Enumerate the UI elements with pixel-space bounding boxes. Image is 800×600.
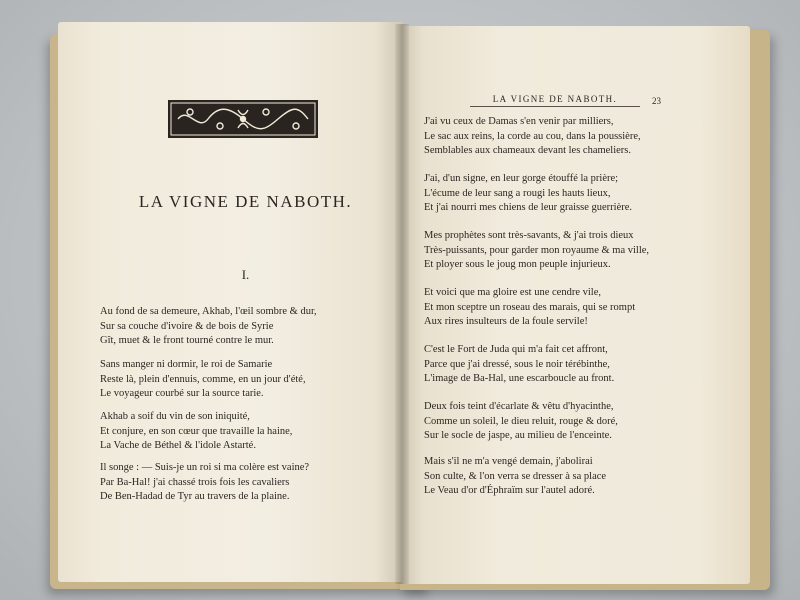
left-page bbox=[58, 22, 403, 582]
verse-line: Sans manger ni dormir, le roi de Samarie bbox=[100, 359, 273, 370]
stanza bbox=[424, 400, 618, 444]
stanza bbox=[424, 455, 606, 499]
verse-line: Son culte, & l'on verra se dresser à sa place bbox=[424, 470, 607, 482]
verse-line: Et mon sceptre un roseau des marais, qui se rompt bbox=[424, 301, 636, 313]
stanza bbox=[100, 358, 306, 402]
stanza bbox=[424, 343, 614, 387]
verse-line: Au fond de sa demeure, Akhab, l'œil sombre & dur, bbox=[100, 306, 317, 317]
verse-line: Le sac aux reins, la corde au cou, dans la poussière, bbox=[424, 130, 641, 142]
verse-line: Le voyageur courbé sur la source tarie. bbox=[100, 388, 264, 399]
ornament-headpiece bbox=[168, 100, 318, 138]
verse-line: Très-puissants, pour garder mon royaume & ma ville, bbox=[424, 244, 650, 256]
verse-line: Akhab a soif du vin de son iniquité, bbox=[100, 411, 250, 422]
verse-line: Gît, muet & le front tourné contre le mur. bbox=[100, 335, 274, 346]
stanza bbox=[424, 229, 649, 273]
verse-line: Sur sa couche d'ivoire & de bois de Syrie bbox=[100, 320, 274, 332]
section-number: I. bbox=[241, 267, 250, 282]
stanza bbox=[100, 461, 309, 505]
verse-line: Le Veau d'or d'Éphraïm sur l'autel adoré. bbox=[424, 485, 595, 496]
running-head: LA VIGNE DE NABOTH. bbox=[470, 94, 640, 107]
verse-line: Il songe : — Suis-je un roi si ma colère est vaine? bbox=[100, 462, 310, 473]
verse-line: Aux rires insulteurs de la foule servile! bbox=[424, 316, 588, 327]
verse-line: Parce que j'ai dressé, sous le noir térébinthe, bbox=[424, 358, 610, 370]
verse-line: Sur le socle de jaspe, au milieu de l'enceinte. bbox=[424, 430, 612, 441]
verse-line: La Vache de Béthel & l'idole Astarté. bbox=[100, 440, 256, 451]
verse-line: Mes prophètes sont très-savants, & j'ai trois dieux bbox=[424, 230, 634, 241]
verse-line: C'est le Fort de Juda qui m'a fait cet affront, bbox=[424, 344, 608, 355]
verse-line: Et ployer sous le joug mon peuple injurieux. bbox=[424, 259, 611, 270]
verse-line: De Ben-Hadad de Tyr au travers de la plaine. bbox=[100, 491, 290, 502]
verse-line: L'image de Ba-Hal, une escarboucle au front. bbox=[424, 373, 615, 384]
verse-line: Et j'ai nourri mes chiens de leur graisse guerrière. bbox=[424, 202, 633, 213]
verse-line: Deux fois teint d'écarlate & vêtu d'hyacinthe, bbox=[424, 401, 614, 412]
stanza bbox=[100, 410, 292, 454]
stanza bbox=[424, 172, 632, 216]
verse-line: J'ai vu ceux de Damas s'en venir par milliers, bbox=[424, 116, 614, 127]
stanza bbox=[424, 115, 641, 159]
verse-line: J'ai, d'un signe, en leur gorge étouffé la prière; bbox=[424, 173, 619, 184]
verse-line: Comme un soleil, le dieu reluit, rouge & doré, bbox=[424, 415, 618, 427]
book-gutter bbox=[395, 24, 409, 584]
verse-line: Et voici que ma gloire est une cendre vile, bbox=[424, 287, 601, 298]
verse-line: Par Ba-Hal! j'ai chassé trois fois les cavaliers bbox=[100, 476, 290, 488]
stanza bbox=[424, 286, 635, 330]
verse-line: Mais s'il ne m'a vengé demain, j'abolirai bbox=[424, 456, 593, 467]
stanza bbox=[100, 305, 317, 349]
verse-line: L'écume de leur sang a rougi les hauts lieux, bbox=[424, 187, 611, 199]
page-number: 23 bbox=[652, 96, 661, 106]
verse-line: Semblables aux chameaux devant les chameliers. bbox=[424, 145, 632, 156]
verse-line: Et conjure, en son cœur que travaille la haine, bbox=[100, 425, 293, 437]
verse-line: Reste là, plein d'ennuis, comme, en un jour d'été, bbox=[100, 373, 306, 385]
open-book bbox=[40, 16, 770, 594]
poem-title: LA VIGNE DE NABOTH. bbox=[138, 192, 353, 211]
